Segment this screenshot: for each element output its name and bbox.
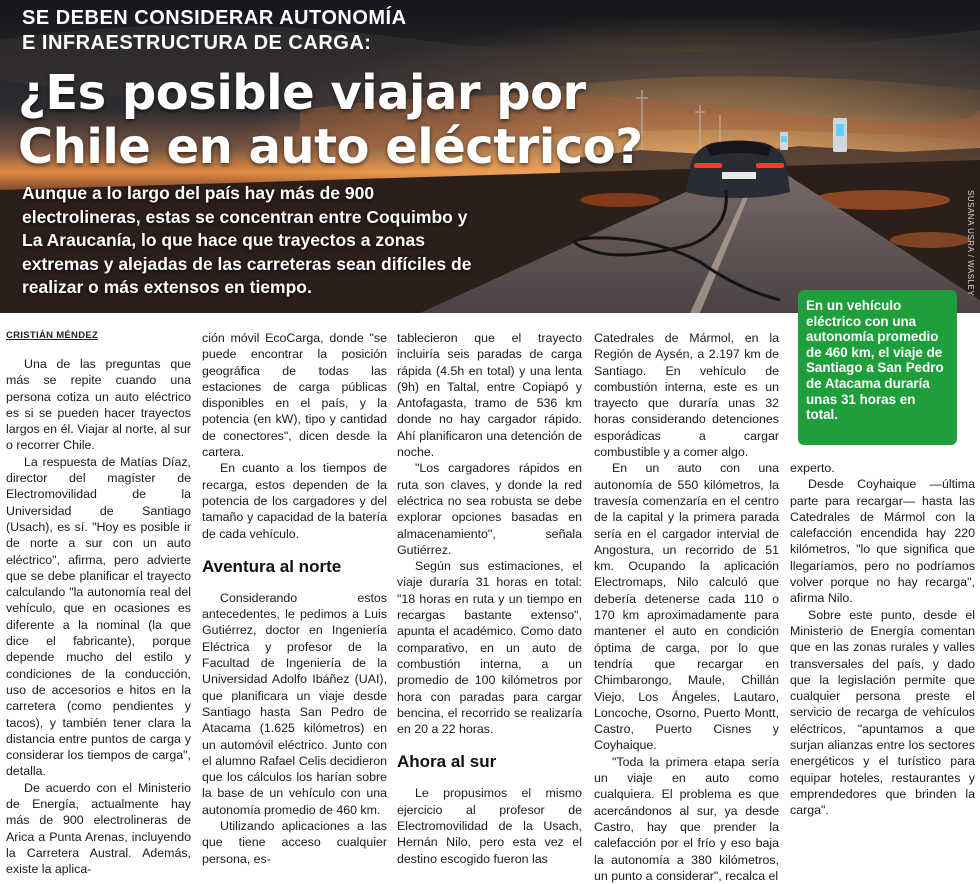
paragraph: De acuerdo con el Ministerio de Energía, actualmente hay más de 900 electrolineras de Arica a Punta Arenas, incluyendo la Carretera Austral. Además, existe la aplica- xyxy=(6,780,191,877)
paragraph: "Los cargadores rápidos en ruta son claves, y donde la red eléctrica no sea robusta se debe explorar opciones basadas en almacenamiento", señala Gutiérrez. xyxy=(397,461,582,557)
paragraph: Considerando estos antecedentes, le pedimos a Luis Gutiérrez, doctor en Ingeniería Eléctrica y profesor de la Facultad de Ingeniería de la Universidad Adolfo Ibáñez (UAI), que planificara un viaje desde Santiago hasta San Pedro de Atacama (1.625 kilómetros) en un automóvil eléctrico. Junto con el alumno Rafael Celis decidieron que los cálculos los harían sobre la base de un vehículo con una autonomía promedio de 460 km. xyxy=(202,590,387,817)
paragraph: Según sus estimaciones, el viaje duraría 31 horas en total: "18 horas en ruta y un tiempo en recargas bastante extenso", apunta el académico. Como dato comparativo, en un auto de combustión interna, a un promedio de 100 kilómetros por hora con paradas para cargar bencina, el recorrido se realizaría en 20 a 22 horas. xyxy=(397,559,582,737)
deck: Aunque a lo largo del país hay más de 900 electrolineras, estas se concentran entre Coquimbo y La Araucanía, lo que hace que trayectos a zonas extremas y alejadas de las carreteras sean difíciles de realizar o más extensos en tiempo. xyxy=(22,183,472,297)
paragraph: ción móvil EcoCarga, donde "se puede encontrar la posición geográfica de todas las estaciones de carga públicas disponibles en el país, y la potencia (en kW), tipo y cantidad de conectores", dicen desde la cartera. xyxy=(202,331,387,460)
headline-line-1: ¿Es posible viajar por xyxy=(18,65,586,121)
column-5 xyxy=(790,460,975,819)
column-1 xyxy=(6,330,191,878)
paragraph: Sobre este punto, desde el Ministerio de Energía comentan que en las zonas rurales y valles transversales del país, y dado que la legislación permite que cualquier persona preste el servicio de recarga de vehículos eléctricos, "apuntamos a que surjan alianzas entre los sectores energéticos y el turístico para equipar hoteles, restaurantes y emprendedores que brinden la carga". xyxy=(790,607,975,818)
paragraph: Una de las preguntas que más se repite cuando una persona cotiza un auto eléctrico es si se pueden hacer trayectos largos en él. Viajar al norte, al sur o recorrer Chile. xyxy=(6,357,191,453)
byline: CRISTIÁN MÉNDEZ xyxy=(6,330,99,341)
kicker-line-1: SE DEBEN CONSIDERAR AUTONOMÍA xyxy=(22,7,407,29)
paragraph: tablecieron que el trayecto incluiría seis paradas de carga rápida (4.5h en total) y una lenta (9h) en Taltal, entre Copiapó y Antofagasta, tramo de 536 km donde no hay cargador rápido. Ahí planificaron una detención de noche. xyxy=(397,331,582,460)
kicker-line-2: E INFRAESTRUCTURA DE CARGA: xyxy=(22,32,372,54)
paragraph: experto. xyxy=(790,461,835,475)
green-callout-box xyxy=(798,290,957,445)
subheading-north: Aventura al norte xyxy=(202,556,342,576)
paragraph: En un auto con una autonomía de 550 kilómetros, la travesía comenzaría en el centro de la capital y la primera parada sería en el cargador intervial de Angostura, un recorrido de 51 km. Ocupando la aplicación Electromaps, Nilo calculó que debería detenerse cada 110 o 170 km aproximadamente para mantener el auto en condición óptima de carga, por lo que tendría que recargar en Chimbarongo, Maule, Chillán Viejo, Los Ángeles, Lautaro, Loncoche, Osorno, Puerto Montt, Castro, Puerto Cisnes y Coyhaique. xyxy=(594,461,779,753)
column-3 xyxy=(397,330,582,867)
paragraph: Le propusimos el mismo ejercicio al profesor de Electromovilidad de la Usach, Hernán Nilo, pero esta vez el destino escogido fueron las xyxy=(397,786,582,866)
headline-line-2: Chile en auto eléctrico? xyxy=(18,119,643,175)
paragraph: Desde Coyhaique —última parte para recargar— hasta las Catedrales de Mármol con la calefacción encendida hay 220 kilómetros, "lo que significa que llegaríamos, pero no podríamos volver porque no hay recarga", afirma Nilo. xyxy=(790,477,975,606)
subheading-south: Ahora al sur xyxy=(397,752,497,772)
photo-credit: SUSANA USRA / WASLEY xyxy=(966,190,975,297)
hero-photo xyxy=(0,0,980,313)
headline xyxy=(18,66,658,174)
kicker xyxy=(22,6,407,56)
column-2 xyxy=(202,330,387,867)
paragraph: En cuanto a los tiempos de recarga, estos dependen de la potencia de los cargadores y del tamaño y capacidad de la batería de cada vehículo. xyxy=(202,461,387,541)
paragraph: Utilizando aplicaciones a las que tiene acceso cualquier persona, es- xyxy=(202,819,387,866)
paragraph: "Toda la primera etapa sería un viaje en auto como cualquiera. El problema es que acercándonos al sur, ya desde Castro, hay que prender la calefacción por el frío y eso baja la autonomía a 380 kilómetros, un punto a considerar", recalca el xyxy=(594,754,779,883)
paragraph: Catedrales de Mármol, en la Región de Aysén, a 2.197 km de Santiago. En vehículo de combustión interna, este es un trayecto que duraría unas 32 horas considerando detenciones esporádicas a cargar combustible y a comer algo. xyxy=(594,331,779,460)
paragraph: La respuesta de Matías Díaz, director del magíster de Electromovilidad de la Universidad de Santiago (Usach), es sí. "Hoy es posible ir de norte a sur con un auto eléctrico", afirma, pero advierte que se debe planificar el trayecto calculando "la autonomía real del vehículo, que en ocasiones es diferente a la nominal (la que dice el fabricante), porque depende mucho del estilo y condiciones de la conducción, uso de accesorios e hitos en la carretera (como pendientes y tacos), y también tener clara la distancia entre puntos de carga y considerar los tiempos de carga", detalla. xyxy=(6,454,191,779)
column-4 xyxy=(594,330,779,884)
callout-text: En un vehículo eléctrico con una autonomía promedio de 460 km, el viaje de Santiago a San Pedro de Atacama duraría unas 31 horas en total. xyxy=(806,298,944,423)
